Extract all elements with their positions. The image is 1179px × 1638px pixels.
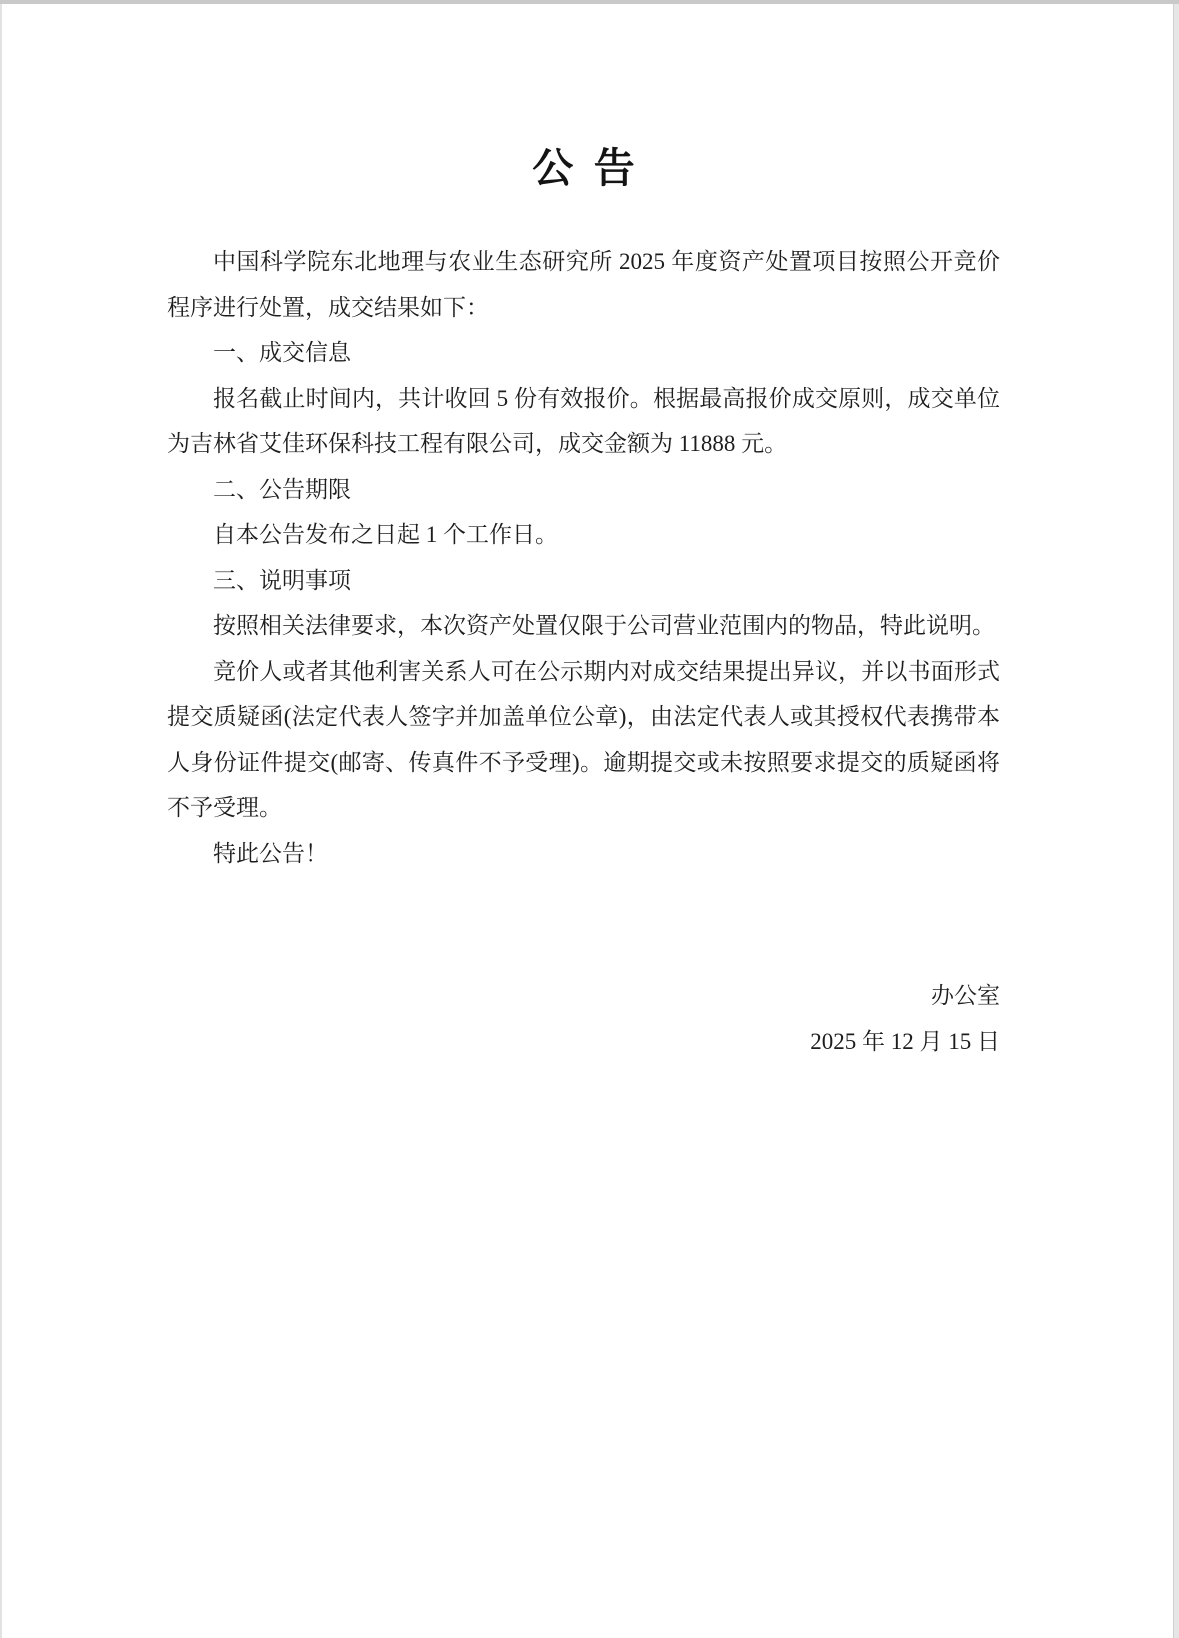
heading-section-3: 三、说明事项 (213, 567, 351, 593)
paragraph-legal-note: 按照相关法律要求，本次资产处置仅限于公司营业范围内的物品，特此说明。 (213, 613, 995, 638)
announcement-body (167, 144, 1000, 1064)
heading-section-1: 一、成交信息 (213, 340, 351, 365)
paragraph-intro: 中国科学院东北地理与农业生态研究所 2025 年度资产处置项目按照公开竞价程序进行处置，成交结果如下： (167, 249, 1000, 320)
paragraph-closing: 特此公告！ (213, 840, 328, 866)
signature-block (167, 973, 1000, 1064)
paragraph-deal-info: 报名截止时间内，共计收回 5 份有效报价。根据最高报价成交原则，成交单位为吉林省艾佳环保科技工程有限公司，成交金额为 11888 元。 (167, 385, 1000, 456)
paragraph-objection-procedure: 竞价人或者其他利害关系人可在公示期内对成交结果提出异议，并以书面形式提交质疑函(法定代表人签字并加盖单位公章)，由法定代表人或其授权代表携带本人身份证件提交(邮寄、传真件不予受理)。逾期提交或未按照要求提交的质疑函将不予受理。 (167, 658, 1000, 820)
announcement-title: 公 告 (532, 145, 635, 191)
signature-office: 办公室 (931, 983, 1000, 1008)
document-page (2, 4, 1173, 1638)
signature-date: 2025 年 12 月 15 日 (810, 1028, 1000, 1054)
paragraph-announcement-period: 自本公告发布之日起 1 个工作日。 (213, 522, 558, 547)
viewer-edge-right (1173, 4, 1179, 1638)
heading-section-2: 二、公告期限 (213, 476, 351, 502)
